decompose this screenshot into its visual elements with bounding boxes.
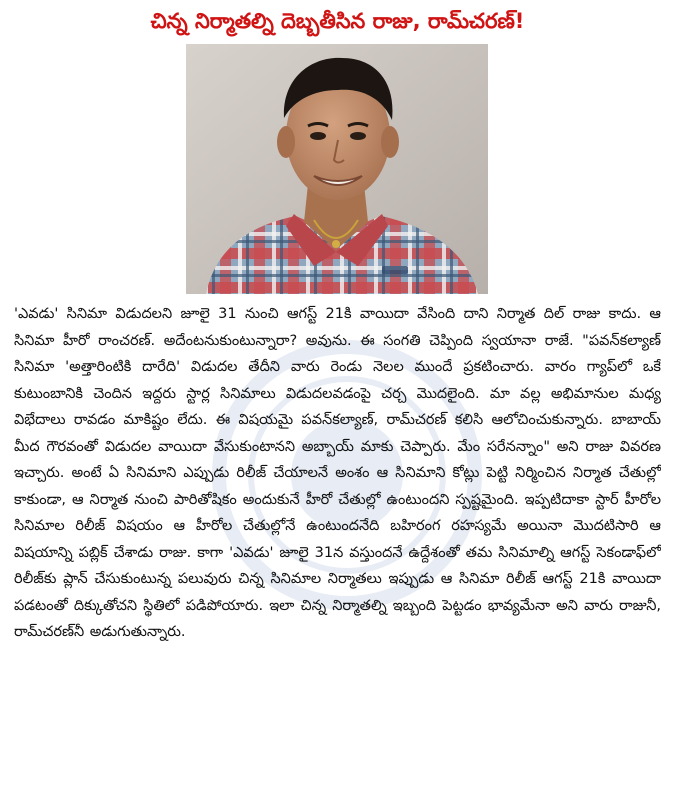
portrait-image bbox=[186, 44, 488, 294]
article-photo bbox=[186, 44, 488, 294]
article-body: 'ఎవడు' సినిమా విడుదలని జూలై 31 నుంచి ఆగస్ట్ 21కి వాయిదా వేసింది దాని నిర్మాత దిల్ రాజు కాదు. ఆ సినిమా హీరో రాంచరణ్. అదేంటనుకుంటున్నారా? అవును. ఈ సంగతి చెప్పింది స్వయానా రాజే. "పవన్‌కల్యాణ్ సినిమా 'అత్తారింటికి దారేది' విడుదల తేదీని వారు రెండు నెలల ముందే ప్రకటించారు. వారం గ్యాప్‌లో ఒకే కుటుంబానికి చెందిన ఇద్దరు స్టార్ల సినిమాలు విడుదలవడంపై చర్చ మొదలైంది. మా వల్ల అభిమానుల మధ్య విభేదాలు రావడం మాకిష్టం లేదు. ఈ విషయమై పవన్‌కల్యాణ్, రామ్‌చరణ్ కలిసి ఆలోచించుకున్నారు. బాబాయ్ మీద గౌరవంతో విడుదల వాయిదా వేసుకుంటానని అబ్బాయ్ మాకు చెప్పారు. మేం సరేనన్నాం" అని రాజు వివరణ ఇచ్చారు. అంటే ఏ సినిమాని ఎప్పుడు రిలీజ్ చేయాలనే అంశం ఆ సినిమాని కోట్లు పెట్టి నిర్మించిన నిర్మాత చేతుల్లో కాకుండా, ఆ నిర్మాత నుంచి పారితోషికం అందుకునే హీరో చేతుల్లో ఉంటుందని స్పష్టమైంది. ఇప్పటిదాకా స్టార్ హీరోల సినిమాల రిలీజ్ విషయం ఆ హీరోల చేతుల్లోనే ఉంటుందనేది బహిరంగ రహస్యమే అయినా మొదటిసారి ఆ విషయాన్ని పబ్లిక్ చేశాడు రాజు. కాగా 'ఎవడు' జూలై 31న వస్తుందనే ఉద్దేశంతో తమ సినిమాల్ని ఆగస్ట్ సెకండాఫ్‌లో రిలీజ్‌కు ప్లాన్ చేసుకుంటున్న పలువురు చిన్న సినిమాల నిర్మాతలు ఇప్పుడు ఆ సినిమా రిలీజ్ ఆగస్ట్ 21కి వాయిదా పడటంతో దిక్కుతోచని స్థితిలో పడిపోయారు. ఇలా చిన్న నిర్మాతల్ని ఇబ్బంది పెట్టడం భావ్యమేనా అని వారు రాజునీ, రామ్‌చరణ్‌నీ అడుగుతున్నారు. bbox=[14, 306, 661, 640]
article-headline: చిన్న నిర్మాతల్ని దెబ్బతీసిన రాజు, రామ్‌చరణ్! bbox=[150, 9, 525, 33]
